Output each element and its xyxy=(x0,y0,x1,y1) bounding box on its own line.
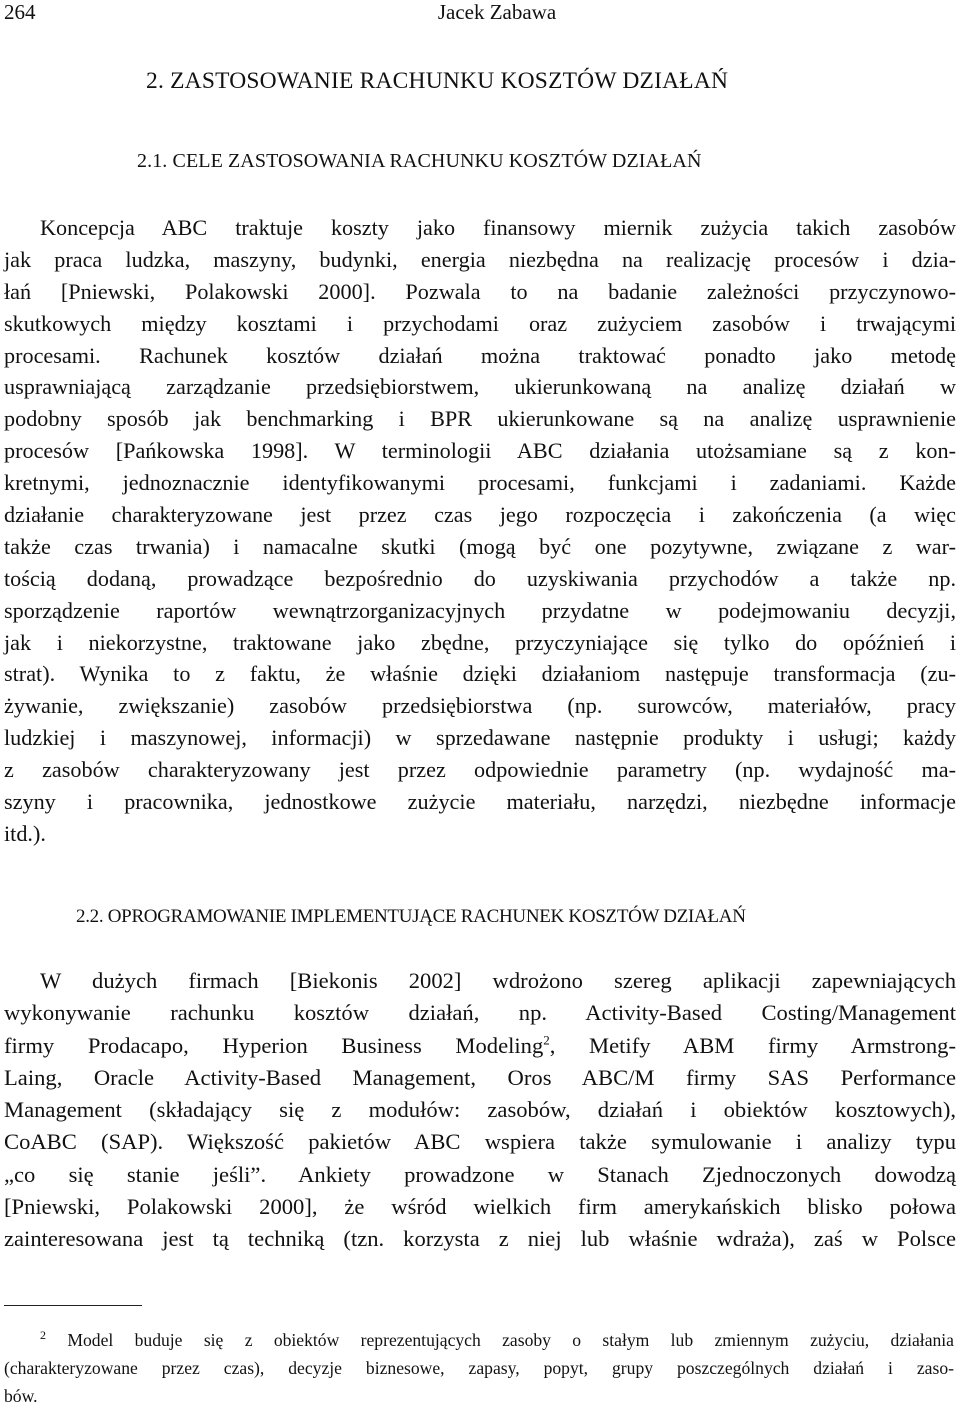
text-segment: Model buduje się z obiektów reprezentujących zasoby o stałym lub zmiennym zużyciu, działania xyxy=(67,1330,954,1350)
text-line: szyny i pracownika, jednostkowe zużycie materiału, narzędzi, niezbędne informacje xyxy=(4,789,956,815)
paragraph-abc-goals xyxy=(4,212,956,850)
footnote-divider xyxy=(4,1305,142,1306)
footnote-line xyxy=(4,1326,954,1354)
text-line: procesów [Pańkowska 1998]. W terminologii ABC działania utożsamiane są z kon- xyxy=(4,438,956,464)
text-line-with-footnote-ref xyxy=(4,1030,956,1062)
subsection-heading-2-1: 2.1. CELE ZASTOSOWANIA RACHUNKU KOSZTÓW DZIAŁAŃ xyxy=(137,150,702,172)
running-head-author: Jacek Zabawa xyxy=(437,0,557,24)
section-heading: 2. ZASTOSOWANIE RACHUNKU KOSZTÓW DZIAŁAŃ xyxy=(146,68,729,94)
text-line: Koncepcja ABC traktuje koszty jako finansowy miernik zużycia takich zasobów xyxy=(40,215,956,240)
text-line: „co się stanie jeśli”. Ankiety prowadzone w Stanach Zjednoczonych dowodzą xyxy=(4,1161,956,1187)
text-line: zainteresowana jest tą techniką (tzn. korzysta z niej lub właśnie wdraża), zaś w Polsce xyxy=(4,1226,956,1252)
text-line: podobny sposób jak benchmarking i BPR ukierunkowane są na analizę usprawnienie xyxy=(4,406,956,432)
text-line: skutkowych między kosztami i przychodami oraz zużyciem zasobów i trwającymi xyxy=(4,310,956,336)
text-line: kretnymi, jednoznacznie identyfikowanymi procesami, funkcjami i zadaniami. Każde xyxy=(4,470,956,496)
text-segment: firmy Prodacapo, Hyperion Business Modeling xyxy=(4,1032,544,1058)
text-line: usprawniającą zarządzanie przedsiębiorstwem, ukierunkowaną na analizę działań w xyxy=(4,374,956,400)
text-line: [Pniewski, Polakowski 2000], że wśród wielkich firm amerykańskich blisko połowa xyxy=(4,1194,956,1220)
footnote-mark: 2 xyxy=(40,1328,46,1343)
text-line: wykonywanie rachunku kosztów działań, np. Activity-Based Costing/Management xyxy=(4,1000,956,1026)
text-line: także czas trwania) i namacalne skutki (mogą być one pozytywne, związane z war- xyxy=(4,533,956,559)
text-line: działanie charakteryzowane jest przez czas jego rozpoczęcia i zakończenia (a więc xyxy=(4,502,956,528)
text-line: ludzkiej i maszynowej, informacji) w sprzedawane następnie produkty i usługi; każdy xyxy=(4,725,956,751)
footnote xyxy=(4,1326,954,1410)
text-segment: , Metify ABM firmy Armstrong- xyxy=(549,1032,956,1058)
footnote-line: bów. xyxy=(4,1386,38,1406)
text-line: W dużych firmach [Biekonis 2002] wdrożono szereg aplikacji zapewniających xyxy=(40,968,956,993)
text-line: żywanie, zwiększanie) zasobów przedsiębiorstwa (np. surowców, materiałów, pracy xyxy=(4,693,956,719)
text-line: tością dodaną, prowadzące bezpośrednio do uzyskiwania przychodów a także np. xyxy=(4,565,956,591)
running-head xyxy=(2,0,952,26)
text-line: łań [Pniewski, Polakowski 2000]. Pozwala to na badanie zależności przyczynowo- xyxy=(4,278,956,304)
text-line: itd.). xyxy=(4,820,46,846)
text-line: jak i niekorzystne, traktowane jako zbędne, przyczyniające się tylko do opóźnień i xyxy=(4,629,956,655)
text-line: sporządzenie raportów wewnątrzorganizacyjnych przydatne w podejmowaniu decyzji, xyxy=(4,597,956,623)
text-line: procesami. Rachunek kosztów działań można traktować ponadto jako metodę xyxy=(4,342,956,368)
page-number: 264 xyxy=(4,0,36,24)
footnote-reference[interactable]: 2 xyxy=(543,1032,550,1048)
text-line: Laing, Oracle Activity-Based Management, Oros ABC/M firmy SAS Performance xyxy=(4,1064,956,1090)
text-line: jak praca ludzka, maszyny, budynki, energia niezbędna na realizację procesów i dzia- xyxy=(4,246,956,272)
subsection-heading-2-2: 2.2. OPROGRAMOWANIE IMPLEMENTUJĄCE RACHUNEK KOSZTÓW DZIAŁAŃ xyxy=(76,906,746,927)
text-line: Management (składający się z modułów: zasobów, działań i obiektów kosztowych), xyxy=(4,1097,956,1123)
text-line: z zasobów charakteryzowany jest przez odpowiednie parametry (np. wydajność ma- xyxy=(4,757,956,783)
paragraph-abc-software xyxy=(4,965,956,1256)
text-line: CoABC (SAP). Większość pakietów ABC wspiera także symulowanie i analizy typu xyxy=(4,1129,956,1155)
text-line: strat). Wynika to z faktu, że właśnie dzięki działaniom następuje transformacja (zu- xyxy=(4,661,956,687)
footnote-line: (charakteryzowane przez czas), decyzje biznesowe, zapasy, popyt, grupy poszczególnych działań i zaso- xyxy=(4,1358,954,1378)
